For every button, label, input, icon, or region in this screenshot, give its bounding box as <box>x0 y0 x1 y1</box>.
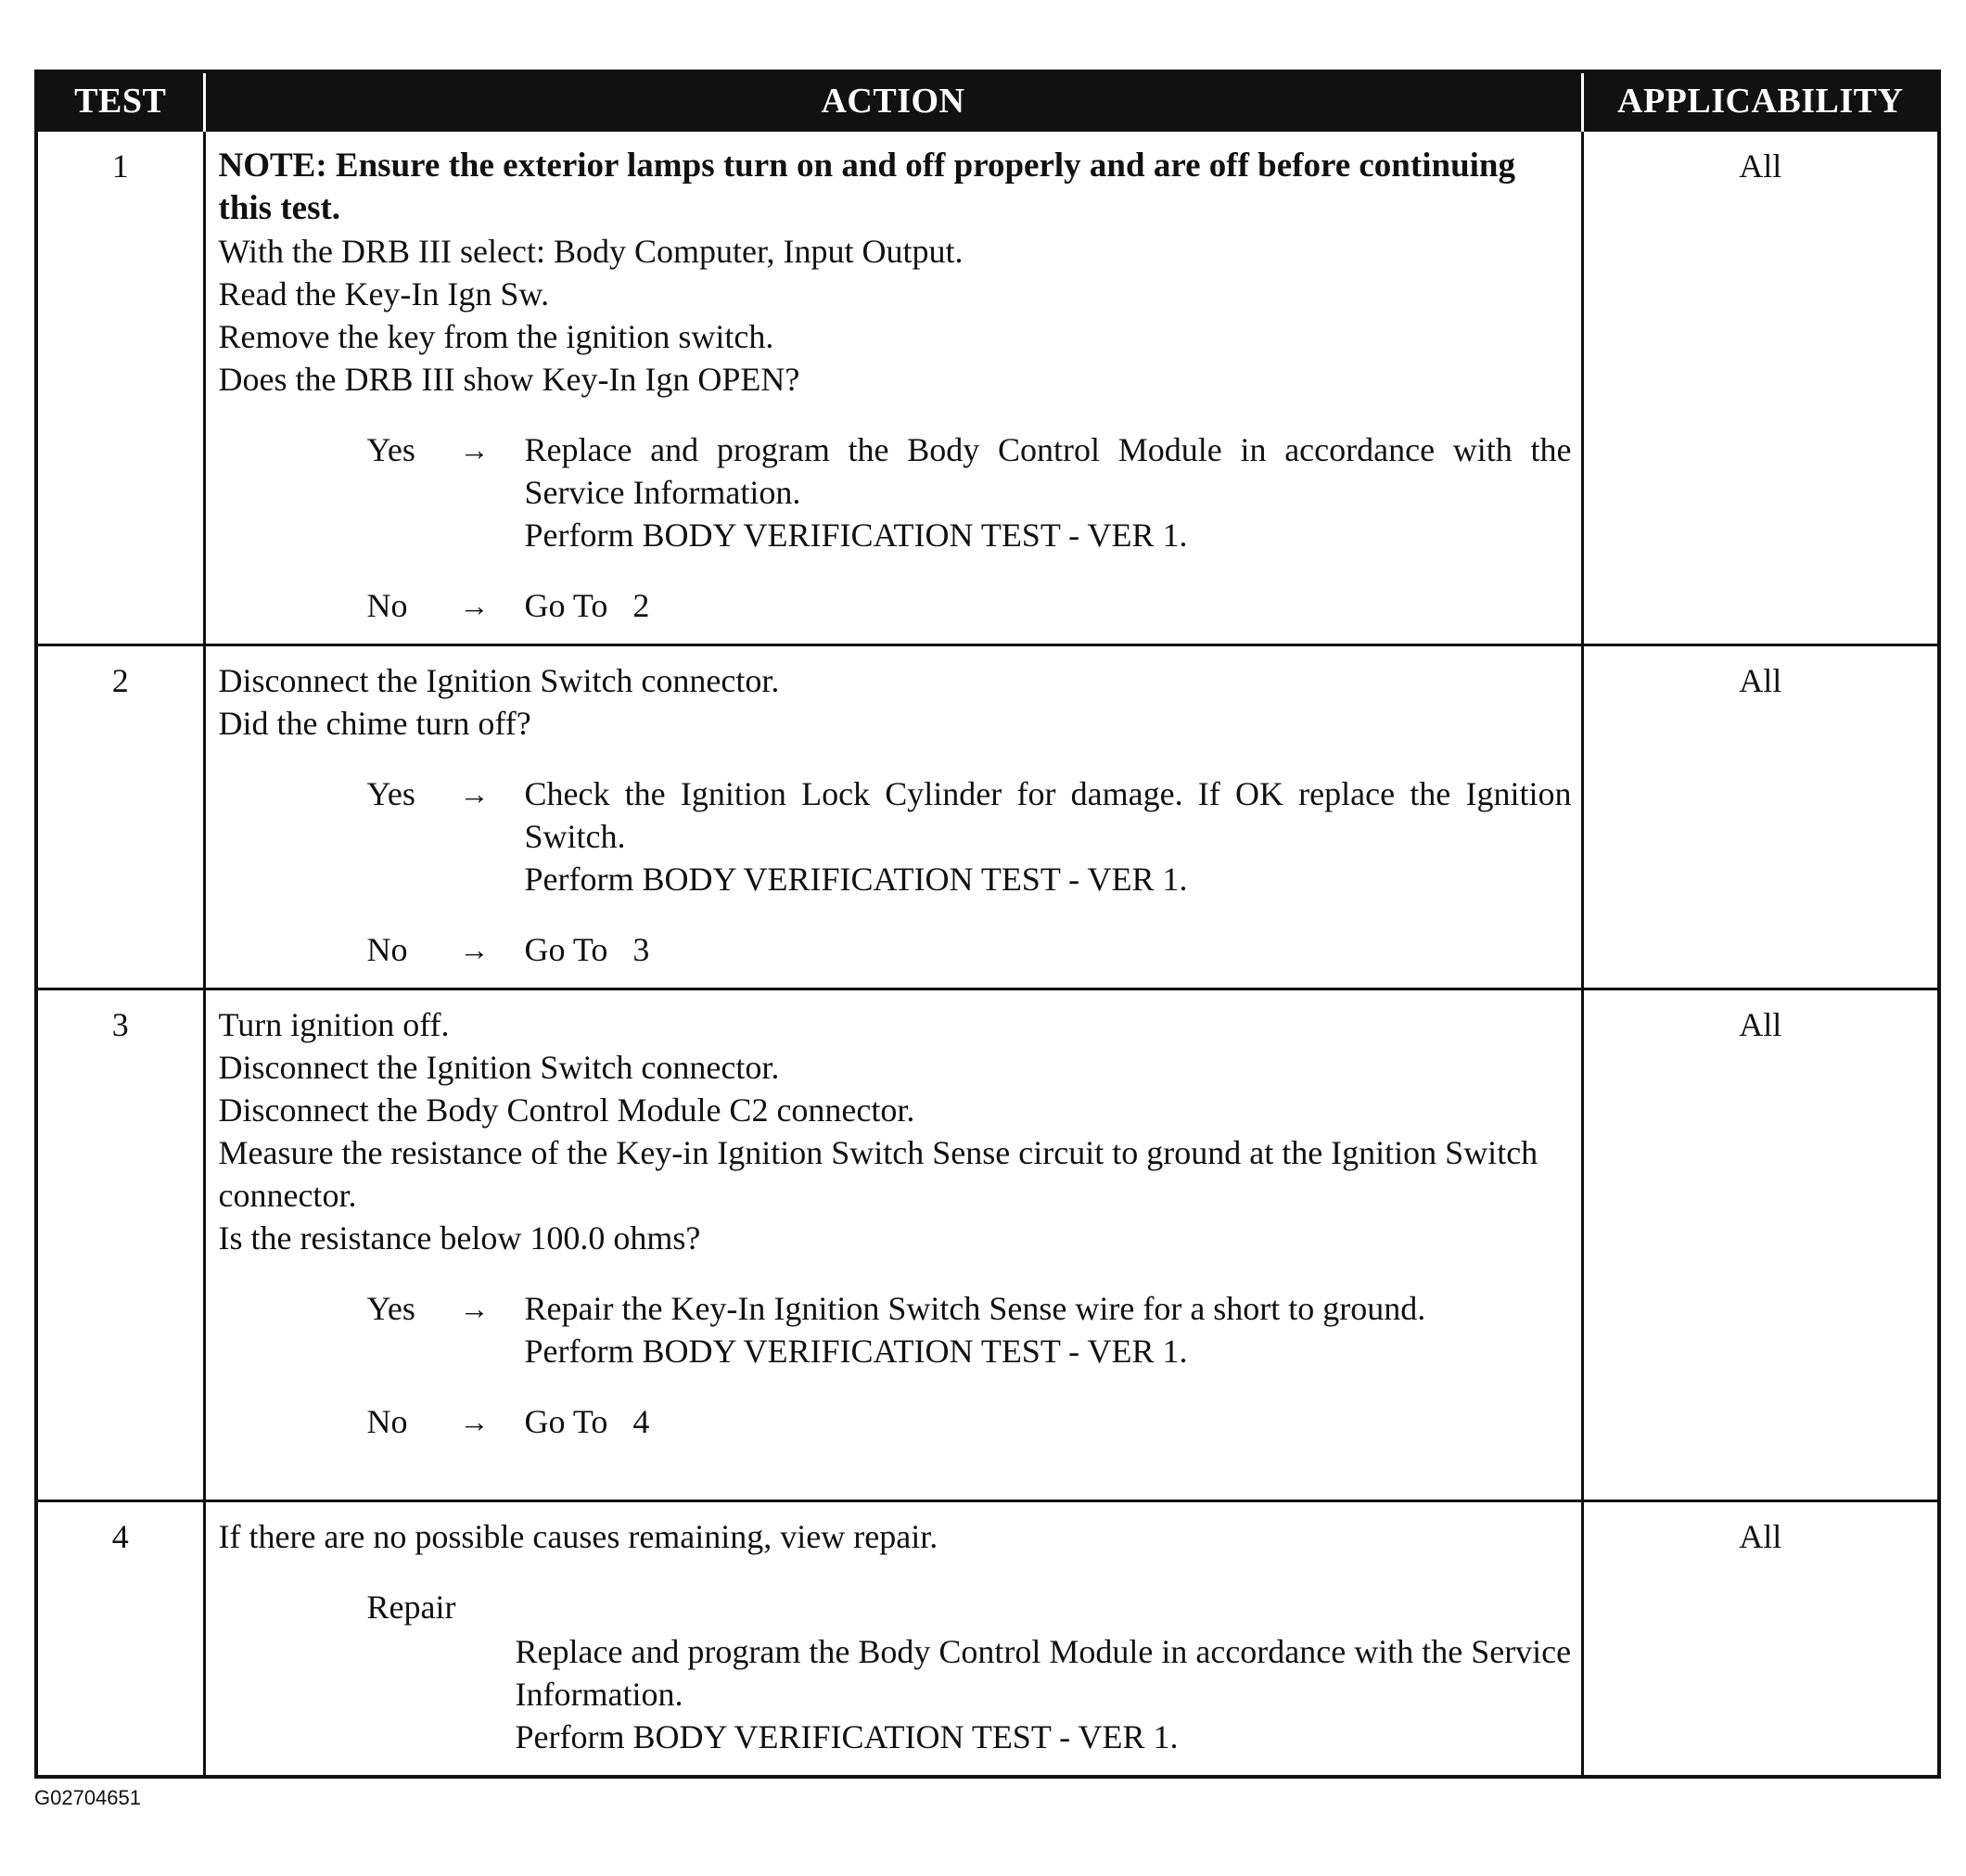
yes-outcome <box>219 772 1572 900</box>
table-header-row <box>36 71 1939 131</box>
yes-label: Yes <box>366 1290 415 1327</box>
yes-result <box>525 772 1572 900</box>
yes-label: Yes <box>366 431 415 468</box>
yes-outcome <box>219 1287 1572 1372</box>
arrow-right-icon: → <box>459 589 490 622</box>
yes-result-text: Replace and program the Body Control Module in accordance with the Service Information. <box>524 431 1572 511</box>
table-row <box>36 989 1939 1501</box>
no-result: Go To 2 <box>524 587 650 624</box>
table-row <box>36 131 1939 645</box>
yes-result <box>525 428 1572 556</box>
action-line: Remove the key from the ignition switch. <box>218 318 774 355</box>
applicability-value: All <box>1582 989 1939 1501</box>
no-outcome <box>219 1400 1572 1443</box>
action-line: Did the chime turn off? <box>218 705 531 742</box>
applicability-value: All <box>1582 1501 1939 1778</box>
yes-result-perform: Perform BODY VERIFICATION TEST - VER 1. <box>524 861 1188 898</box>
no-outcome <box>219 584 1572 627</box>
yes-result-perform: Perform BODY VERIFICATION TEST - VER 1. <box>524 517 1188 554</box>
action-cell <box>204 645 1582 989</box>
test-number: 2 <box>36 645 204 989</box>
action-line: Does the DRB III show Key-In Ign OPEN? <box>218 361 800 398</box>
test-note: NOTE: Ensure the exterior lamps turn on and off properly and are off before continuing this test. <box>218 147 1516 227</box>
applicability-value: All <box>1582 645 1939 989</box>
header-applicability: APPLICABILITY <box>1582 71 1939 131</box>
table-row <box>36 645 1939 989</box>
action-line: Disconnect the Body Control Module C2 connector. <box>218 1091 915 1129</box>
no-result: Go To 4 <box>524 1403 650 1440</box>
repair-perform: Perform BODY VERIFICATION TEST - VER 1. <box>515 1718 1179 1755</box>
action-cell <box>204 1501 1582 1778</box>
diagnostic-test-table <box>34 70 1941 1779</box>
arrow-right-icon: → <box>459 1292 490 1325</box>
action-line: Disconnect the Ignition Switch connector. <box>218 662 780 699</box>
yes-result <box>525 1287 1572 1372</box>
diagnostic-procedure <box>34 70 1937 1779</box>
action-cell <box>204 989 1582 1501</box>
applicability-value: All <box>1582 131 1939 645</box>
yes-outcome <box>219 428 1572 556</box>
action-line: If there are no possible causes remaining, view repair. <box>218 1518 938 1555</box>
repair-text: Replace and program the Body Control Module in accordance with the Service Information. <box>515 1633 1572 1713</box>
action-line: Measure the resistance of the Key-in Ignition Switch Sense circuit to ground at the Ignition Switch connector. <box>218 1134 1538 1214</box>
action-line: Read the Key-In Ign Sw. <box>218 275 550 313</box>
yes-result-perform: Perform BODY VERIFICATION TEST - VER 1. <box>524 1333 1188 1370</box>
no-label: No <box>366 587 408 624</box>
action-line: Turn ignition off. <box>218 1006 450 1043</box>
action-line: Disconnect the Ignition Switch connector. <box>218 1049 780 1086</box>
header-test: TEST <box>36 71 204 131</box>
table-row <box>36 1501 1939 1778</box>
test-number: 3 <box>36 989 204 1501</box>
no-result: Go To 3 <box>524 931 650 968</box>
repair-label: Repair <box>366 1589 456 1626</box>
yes-result-text: Check the Ignition Lock Cylinder for damage. If OK replace the Ignition Switch. <box>524 775 1572 855</box>
no-label: No <box>366 931 408 968</box>
action-cell <box>204 131 1582 645</box>
no-label: No <box>366 1403 408 1440</box>
test-number: 4 <box>36 1501 204 1778</box>
header-action: ACTION <box>204 71 1582 131</box>
arrow-right-icon: → <box>459 777 490 810</box>
action-line: Is the resistance below 100.0 ohms? <box>218 1219 701 1257</box>
yes-label: Yes <box>366 775 415 812</box>
no-outcome <box>219 928 1572 971</box>
yes-result-text: Repair the Key-In Ignition Switch Sense wire for a short to ground. <box>524 1290 1426 1327</box>
arrow-right-icon: → <box>459 433 490 466</box>
arrow-right-icon: → <box>459 1405 490 1438</box>
arrow-right-icon: → <box>459 933 490 966</box>
figure-id: G02704651 <box>34 1786 141 1809</box>
test-number: 1 <box>36 131 204 645</box>
action-line: With the DRB III select: Body Computer, Input Output. <box>218 233 964 270</box>
